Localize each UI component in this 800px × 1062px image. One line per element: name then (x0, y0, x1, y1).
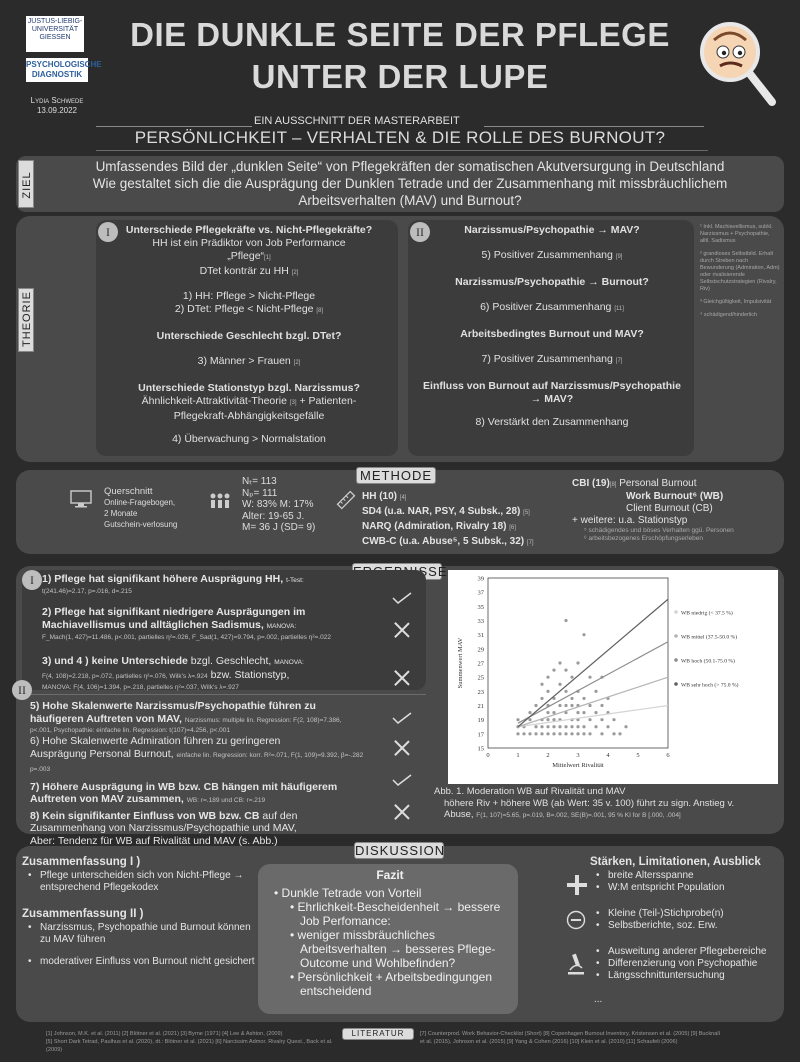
data-point (552, 668, 555, 671)
y-tick-label: 23 (477, 688, 484, 696)
result-3-detail2: MANOVA: F(4, 106)=1.394, p=.218, partielles η²=.037, Wilk's λ=.927 (42, 684, 239, 691)
regression-line (518, 706, 668, 727)
cross-icon (394, 804, 410, 820)
data-point (570, 732, 573, 735)
data-point (552, 732, 555, 735)
theorie2-p4: 8) Verstärkt den Zusammenhang (475, 416, 629, 428)
ziel-line1: Umfassendes Bild der „dunklen Seite“ von Pflegekräften der somatischen Akutversurgung in Deutschland (95, 159, 725, 174)
x-tick-label: 5 (636, 752, 640, 759)
results-num-1: I (22, 570, 42, 590)
data-point (564, 732, 567, 735)
theorie-h1: Unterschiede Pflegekräfte vs. Nicht-Pflegekräfte? (125, 224, 373, 236)
data-point (552, 725, 555, 728)
y-tick-label: 29 (477, 646, 484, 654)
diagnostik-logo (26, 58, 102, 82)
data-point (564, 704, 567, 707)
data-point (552, 718, 555, 721)
lit-left-2: [5] Short Dark Tetrad, Paulhus et al. (2020), dt.: Blötner et al. (2021) [6] Narcissim Admor. Rivalry Quest., Back et al. (2009) (46, 1039, 333, 1053)
result-2-detail: F_Mach(1, 427)=11.486, p<.001, partielles η²=.026, F_Sad(1, 427)=9.794, p=.002, partielles η²=.022 (42, 634, 331, 641)
instr-sd4: SD4 (u.a. NAR, PSY, 4 Subsk., 28) (362, 506, 521, 517)
diskussion-label: DISKUSSION (355, 843, 446, 858)
data-point (576, 732, 579, 735)
data-point (594, 725, 597, 728)
fazit-l4b: entscheidend (300, 984, 372, 998)
y-tick-label: 39 (477, 575, 484, 583)
methode-label: METHODE (356, 467, 436, 484)
data-point (558, 661, 561, 664)
plus-icon (566, 874, 588, 896)
data-point (618, 732, 621, 735)
cross-icon (394, 622, 410, 638)
ref-5: [5] (523, 510, 530, 516)
result-7a: 7) Höhere Ausprägung in WB bzw. CB hängen mit häufigerem (30, 780, 338, 793)
legend-label: WB niedrig (< 37.5 %) (681, 610, 733, 617)
sample-nt: Nₜ= 113 (242, 476, 277, 487)
footnote-3: ³ Gleichgültigkeit, Impulsivität (700, 299, 772, 305)
data-point (534, 704, 537, 707)
result-8b: Zusammenhang von Narzissmus/Psychopathie und MAV, (30, 822, 297, 834)
computer-icon (70, 490, 92, 508)
theorie2-h1: Narzissmus/Psychopathie → MAV? (464, 224, 640, 236)
data-point (606, 725, 609, 728)
data-point (546, 690, 549, 693)
uni-logo-line2: UNIVERSITÄT (31, 26, 79, 33)
theorie2-p2: 6) Positiver Zusammenhang (480, 301, 612, 313)
result-5a: 5) Hohe Skalenwerte Narzissmus/Psychopathie führen zu (30, 700, 316, 712)
theorie2-p1: 5) Positiver Zusammenhang (481, 249, 613, 261)
summary-2-head: Zusammenfassung II ) (22, 908, 144, 920)
methode-extra: + weitere: u.a. Stationstyp (572, 515, 688, 526)
y-tick-label: 35 (477, 603, 484, 611)
data-point (576, 711, 579, 714)
data-point (516, 732, 519, 735)
fazit-head: Fazit (376, 868, 404, 882)
result-1: 1) Pflege hat signifikant höhere Ausprägung HH, (42, 573, 284, 585)
outlook-item: • Ausweitung anderer Pflegebereiche (596, 946, 780, 958)
x-axis-label: Mittelwert Rivalität (552, 762, 604, 769)
footnote-4: ⁴ schädigend/hinderlich (700, 312, 758, 318)
data-point (600, 718, 603, 721)
data-point (546, 711, 549, 714)
fazit-l3b: Arbeitsverhalten → besseres Pflege- (300, 942, 496, 956)
fazit-l1: Dunkle Tetrade von Vorteil (281, 886, 422, 900)
footnote-2: ² grandioses Selbstbild. Erhalt durch Streben nach Bewunderung (Admiration, Adm) oder rivalisierende Selbstschutzstrategien (Rivalry, Riv) (700, 251, 780, 292)
lit-right-1: [7] Counterprod. Work Behavior-Checklist (Short) [8] Copenhagen Burnout Inventory, Kristensen et al. (2005) [9] Bucknall (420, 1031, 720, 1037)
theorie-label: THEORIE (18, 288, 34, 352)
chart-svg (448, 570, 778, 784)
result-7b: Auftreten von MAV zusammen, (30, 793, 184, 805)
data-point (540, 725, 543, 728)
legend-label: WB sehr hoch (> 75.0 %) (681, 682, 739, 689)
cross-icon (394, 740, 410, 756)
x-tick-label: 0 (486, 752, 490, 759)
result-7-detail: WB: r=.189 und CB: r=.219 (186, 797, 266, 804)
data-point (540, 732, 543, 735)
legend-marker (674, 610, 678, 614)
data-point (588, 676, 591, 679)
legend-marker (674, 634, 678, 638)
minus-icon (566, 910, 586, 930)
data-point (582, 725, 585, 728)
poster-title (100, 14, 700, 98)
summary-2-item: • Narzissmus, Psychopathie und Burnout können zu MAV führen (28, 922, 262, 946)
poster-title-line1: DIE DUNKLE SEITE DER PFLEGE (130, 16, 670, 53)
data-point (570, 697, 573, 700)
ref-11: [11] (614, 306, 624, 312)
minus-item: • Kleine (Teil-)Stichprobe(n) (596, 908, 724, 920)
minus-item: • Selbstberichte, soz. Erw. (596, 920, 724, 932)
data-point (564, 725, 567, 728)
result-5-detail1: Narzissmus: multiple lin. Regression: F(2, 108)=7.386, (184, 716, 342, 724)
ref-9: [9] (615, 254, 623, 260)
theorie-p2: „Pflege“ (227, 250, 265, 262)
sample-sex: W: 83% M: 17% (242, 499, 314, 510)
microscope-icon (566, 952, 586, 976)
ziel-line2: Wie gestaltet sich die die Ausprägung der Dunklen Tetrade und der Zusammenhang mit missbräuchlichem (92, 176, 728, 191)
theorie-p8: Pflegekraft-Abhängigkeitsgefälle (173, 410, 325, 422)
data-point (594, 690, 597, 693)
data-point (522, 732, 525, 735)
theorie-p9: 4) Überwachung > Normalstation (172, 433, 326, 445)
check-icon (392, 712, 412, 724)
ref-7b: [7] (526, 540, 534, 546)
data-point (540, 697, 543, 700)
data-point (624, 725, 627, 728)
ref-8: [8] (316, 308, 324, 314)
magnifier-illustration (692, 16, 778, 108)
cbi-head: CBI (19) (572, 478, 610, 489)
literatur-label: LITERATUR (342, 1028, 414, 1040)
y-tick-label: 33 (477, 618, 484, 625)
ref-6: [6] (509, 525, 516, 531)
results-num-2: II (12, 680, 32, 700)
instr-hh: HH (10) (362, 491, 398, 502)
result-6a: 6) Hohe Skalenwerte Admiration führen zu geringeren (30, 735, 281, 747)
y-tick-label: 19 (477, 717, 484, 725)
plus-item: • breite Altersspanne (596, 870, 725, 882)
data-point (534, 725, 537, 728)
theorie-h2: Unterschiede Geschlecht bzgl. DTet? (156, 330, 342, 342)
chart-caption-3-detail: F(1, 107)=5.65, p=.019, B=.002, SE(B)=.001, 95 % KI for B [.000, .004] (476, 812, 681, 819)
poster-title-line2: UNTER DER LUPE (251, 58, 549, 95)
ziel-label: ZIEL (18, 160, 34, 208)
y-tick-label: 21 (477, 703, 484, 710)
subtitle-small: EIN AUSSCHNITT DER MASTERARBEIT (254, 115, 460, 127)
data-point (570, 704, 573, 707)
data-point (558, 683, 561, 686)
chart-caption-1: Abb. 1. Moderation WB auf Rivalität und MAV (434, 786, 626, 797)
y-tick-label: 31 (477, 632, 484, 640)
result-5-detail2: p<.001, Psychopathie: einfache lin. Regression: t(107)=4.256, p<.001 (30, 727, 231, 734)
data-point (600, 704, 603, 707)
result-5b: häufigeren Auftreten von MAV, (30, 712, 182, 725)
x-tick-label: 1 (516, 752, 520, 759)
data-point (576, 661, 579, 664)
result-2a: 2) Pflege hat signifikant niedrigere Ausprägungen im (42, 606, 306, 618)
check-icon (392, 774, 412, 786)
plus-item: • W:M entspricht Population (596, 882, 725, 894)
data-point (528, 732, 531, 735)
data-point (564, 619, 567, 622)
data-point (558, 732, 561, 735)
data-point (570, 725, 573, 728)
ref-8b: [8] (609, 482, 617, 488)
result-3-detail1: F(4, 108)=2.218, p=.072, partielles η²=.076, Wilk's λ=.924 (42, 673, 208, 680)
result-1-detail: t(241.46)=2.17, p=.016, d=.215 (42, 588, 132, 595)
diagnostik-logo-line1: PSYCHOLOGISCHE (26, 60, 102, 69)
y-tick-label: 25 (477, 674, 484, 682)
result-8c: Aber: Tendenz für WB auf Rivalität und MAV (s. Abb.) (30, 834, 278, 847)
legend-marker (674, 682, 678, 686)
uni-logo-line3: GIESSEN (39, 34, 71, 41)
ref-7: [7] (615, 358, 623, 364)
result-8a: 8) Kein signifikanter Einfluss von WB bzw. CB (30, 809, 260, 822)
theorie-p6: 3) Männer > Frauen (197, 355, 291, 367)
sample-age: Alter: 19-65 J. (242, 510, 305, 522)
ruler-icon (336, 490, 356, 510)
result-1-stat: t-Test: (286, 577, 304, 584)
data-point (528, 718, 531, 721)
result-3-detail1b: bzw. Stationstyp, (210, 669, 290, 681)
ref-2b: [2] (293, 360, 301, 366)
y-tick-label: 15 (477, 745, 484, 753)
cbi-2: Work Burnout⁶ (WB) (626, 491, 724, 502)
cbi-1: Personal Burnout (619, 478, 697, 489)
data-point (540, 683, 543, 686)
outlook-more: ... (594, 994, 603, 1005)
theorie-p1: HH ist ein Prädiktor von Job Performance (152, 237, 346, 249)
data-point (588, 732, 591, 735)
data-point (546, 732, 549, 735)
data-point (528, 711, 531, 714)
data-point (570, 676, 573, 679)
y-tick-label: 17 (477, 731, 484, 739)
design-l3: 2 Monate (104, 509, 138, 518)
people-icon (208, 492, 232, 510)
theorie2-h2: Narzissmus/Psychopathie → Burnout? (455, 276, 649, 288)
theorie-num-1: I (98, 222, 118, 242)
fazit-l2b: Job Perfomance: (300, 914, 391, 928)
cbi-3: Client Burnout (CB) (626, 503, 713, 514)
chart-caption-2: höhere Riv + höhere WB (ab Wert: 35 v. 100) führt zu sign. Anstieg v. (444, 797, 735, 809)
legend-label: WB mittel (37.5-50.0 %) (681, 634, 738, 641)
theorie-h3: Unterschiede Stationstyp bzgl. Narzissmus? (138, 382, 360, 394)
data-point (546, 725, 549, 728)
design-l1: Querschnitt (104, 486, 153, 497)
fazit-l2a: Ehrlichkeit-Bescheidenheit → bessere (297, 900, 501, 914)
instr-cwbc: CWB-C (u.a. Abuse⁵, 5 Subsk., 32) (362, 536, 525, 547)
check-icon (392, 592, 412, 604)
data-point (588, 718, 591, 721)
data-point (600, 732, 603, 735)
outlook-item: • Differenzierung von Psychopathie (596, 958, 780, 970)
theorie-p4: 1) HH: Pflege > Nicht-Pflege (182, 290, 316, 302)
footnote-1: ¹ Inkl. Machiavellismus, subkl. Narzissmus + Psychopathie, alltl. Sadismus (700, 224, 773, 244)
data-point (582, 633, 585, 636)
ref-1: [1] (264, 255, 271, 261)
data-point (576, 725, 579, 728)
lit-left-1: [1] Johnson, M.K. et al. (2011) [2] Blötner et al. (2021) [3] Byrne (1971) [4] Lee & Ashton, (2009) (46, 1031, 283, 1037)
y-axis-label: Summenwert MAV (457, 637, 464, 689)
data-point (558, 704, 561, 707)
ref-4: [4] (399, 495, 407, 501)
theorie2-h3: Arbeitsbedingtes Burnout und MAV? (460, 328, 644, 340)
result-6b: Ausprägung Personal Burnout, (30, 747, 174, 760)
data-point (582, 711, 585, 714)
x-tick-label: 2 (546, 752, 550, 759)
theorie2-h4: Einfluss von Burnout auf Narzissmus/Psychopathie (423, 380, 681, 392)
moderation-chart (448, 570, 778, 784)
summary-1-item: • Pflege unterscheiden sich von Nicht-Pflege → entsprechend Pflegekodex (28, 870, 262, 894)
chart-caption-3: Abuse, (444, 809, 474, 820)
outlook-item: • Längsschnittuntersuchung (596, 970, 780, 982)
fazit-l3c: Outcome und Wohlbefinden? (300, 956, 456, 970)
instr-narq: NARQ (Admiration, Rivalry 18) (362, 521, 507, 532)
cross-icon (394, 670, 410, 686)
fazit-l3a: weniger missbräuchliches (297, 928, 435, 942)
data-point (588, 704, 591, 707)
diagnostik-logo-line2: DIAGNOSTIK (31, 70, 83, 79)
x-tick-label: 4 (606, 752, 610, 759)
sample-np: Nₚ= 111 (242, 487, 278, 499)
summary-2-item: • moderativer Einfluss von Burnout nicht gesichert (28, 956, 262, 968)
note-6: ⁶ arbeitsbezogenes Erschöpfungserleben (584, 535, 704, 542)
lit-right-2: et al. (2015), Johnson et al. (2015) [9] Yang & Cohen (2016) [10] Klein et al. (2010) [11] Schaufeli (2006) (420, 1039, 678, 1045)
result-3b: bzgl. Geschlecht, (187, 655, 272, 667)
uni-logo-line1: JUSTUS-LIEBIG- (27, 18, 83, 25)
data-point (516, 718, 519, 721)
summary-1-head: Zusammenfassung I ) (22, 856, 141, 868)
result-2b: Machiavellismus und alltäglichen Sadismus, (42, 619, 264, 631)
data-point (552, 711, 555, 714)
result-3: 3) und 4 ) keine Unterschiede (42, 655, 188, 667)
theorie-p5: 2) DTet: Pflege < Nicht-Pflege (174, 303, 314, 315)
ref-2: [2] (291, 270, 299, 276)
note-5: ⁵ schädigendes und böses Verhalten ggü. Personen (584, 527, 734, 534)
result-6-detail: einfache lin. Regression: korr. R²=.071, F(1, 109)=9.392, β=-.282 p=.003 (30, 751, 364, 773)
y-tick-label: 27 (477, 660, 484, 668)
data-point (534, 732, 537, 735)
result-3-stat: MANOVA: (274, 659, 304, 666)
theorie2-p3: 7) Positiver Zusammenhang (481, 353, 613, 365)
x-tick-label: 3 (576, 752, 580, 759)
fazit-l4a: Persönlichkeit + Arbeitsbedingungen (297, 970, 493, 984)
legend-marker (674, 658, 678, 662)
strengths-head: Stärken, Limitationen, Ausblick (590, 856, 761, 868)
regression-line (518, 642, 668, 723)
author-name: Lydia Schwede (30, 96, 84, 105)
data-point (612, 732, 615, 735)
subtitle-main: PERSÖNLICHKEIT – VERHALTEN & DIE ROLLE DES BURNOUT? (134, 128, 666, 147)
data-point (558, 725, 561, 728)
theorie-p7b: + Patienten- (296, 395, 357, 407)
poster-date: 13.09.2022 (36, 106, 78, 115)
legend-label: WB hoch (50.1-75.0 %) (681, 658, 735, 665)
data-point (546, 718, 549, 721)
regression-line (518, 599, 668, 727)
result-2-stat: MANOVA: (266, 623, 297, 630)
y-tick-label: 37 (477, 589, 484, 597)
theorie-num-2: II (410, 222, 430, 242)
data-point (612, 718, 615, 721)
design-l4: Gutschein-verlosung (104, 520, 178, 529)
result-8a2: auf den (259, 809, 298, 822)
data-point (564, 690, 567, 693)
theorie-footnotes (700, 224, 780, 319)
sample-mean: M= 36 J (SD= 9) (242, 522, 316, 533)
x-tick-label: 6 (666, 752, 670, 759)
data-point (564, 668, 567, 671)
ref-3: [3] (289, 400, 297, 406)
data-point (582, 732, 585, 735)
uni-logo (26, 16, 84, 52)
data-point (594, 711, 597, 714)
design-l2: Online-Fragebogen, (104, 498, 176, 507)
theorie-p3: DTet konträr zu HH (199, 265, 289, 277)
ziel-line3: Arbeitsverhalten (MAV) und Burnout? (298, 193, 522, 208)
theorie2-h4b: → MAV? (530, 393, 574, 405)
theorie-p7: Ähnlichkeit-Attraktivität-Theorie (141, 395, 287, 407)
data-point (546, 676, 549, 679)
data-point (582, 697, 585, 700)
